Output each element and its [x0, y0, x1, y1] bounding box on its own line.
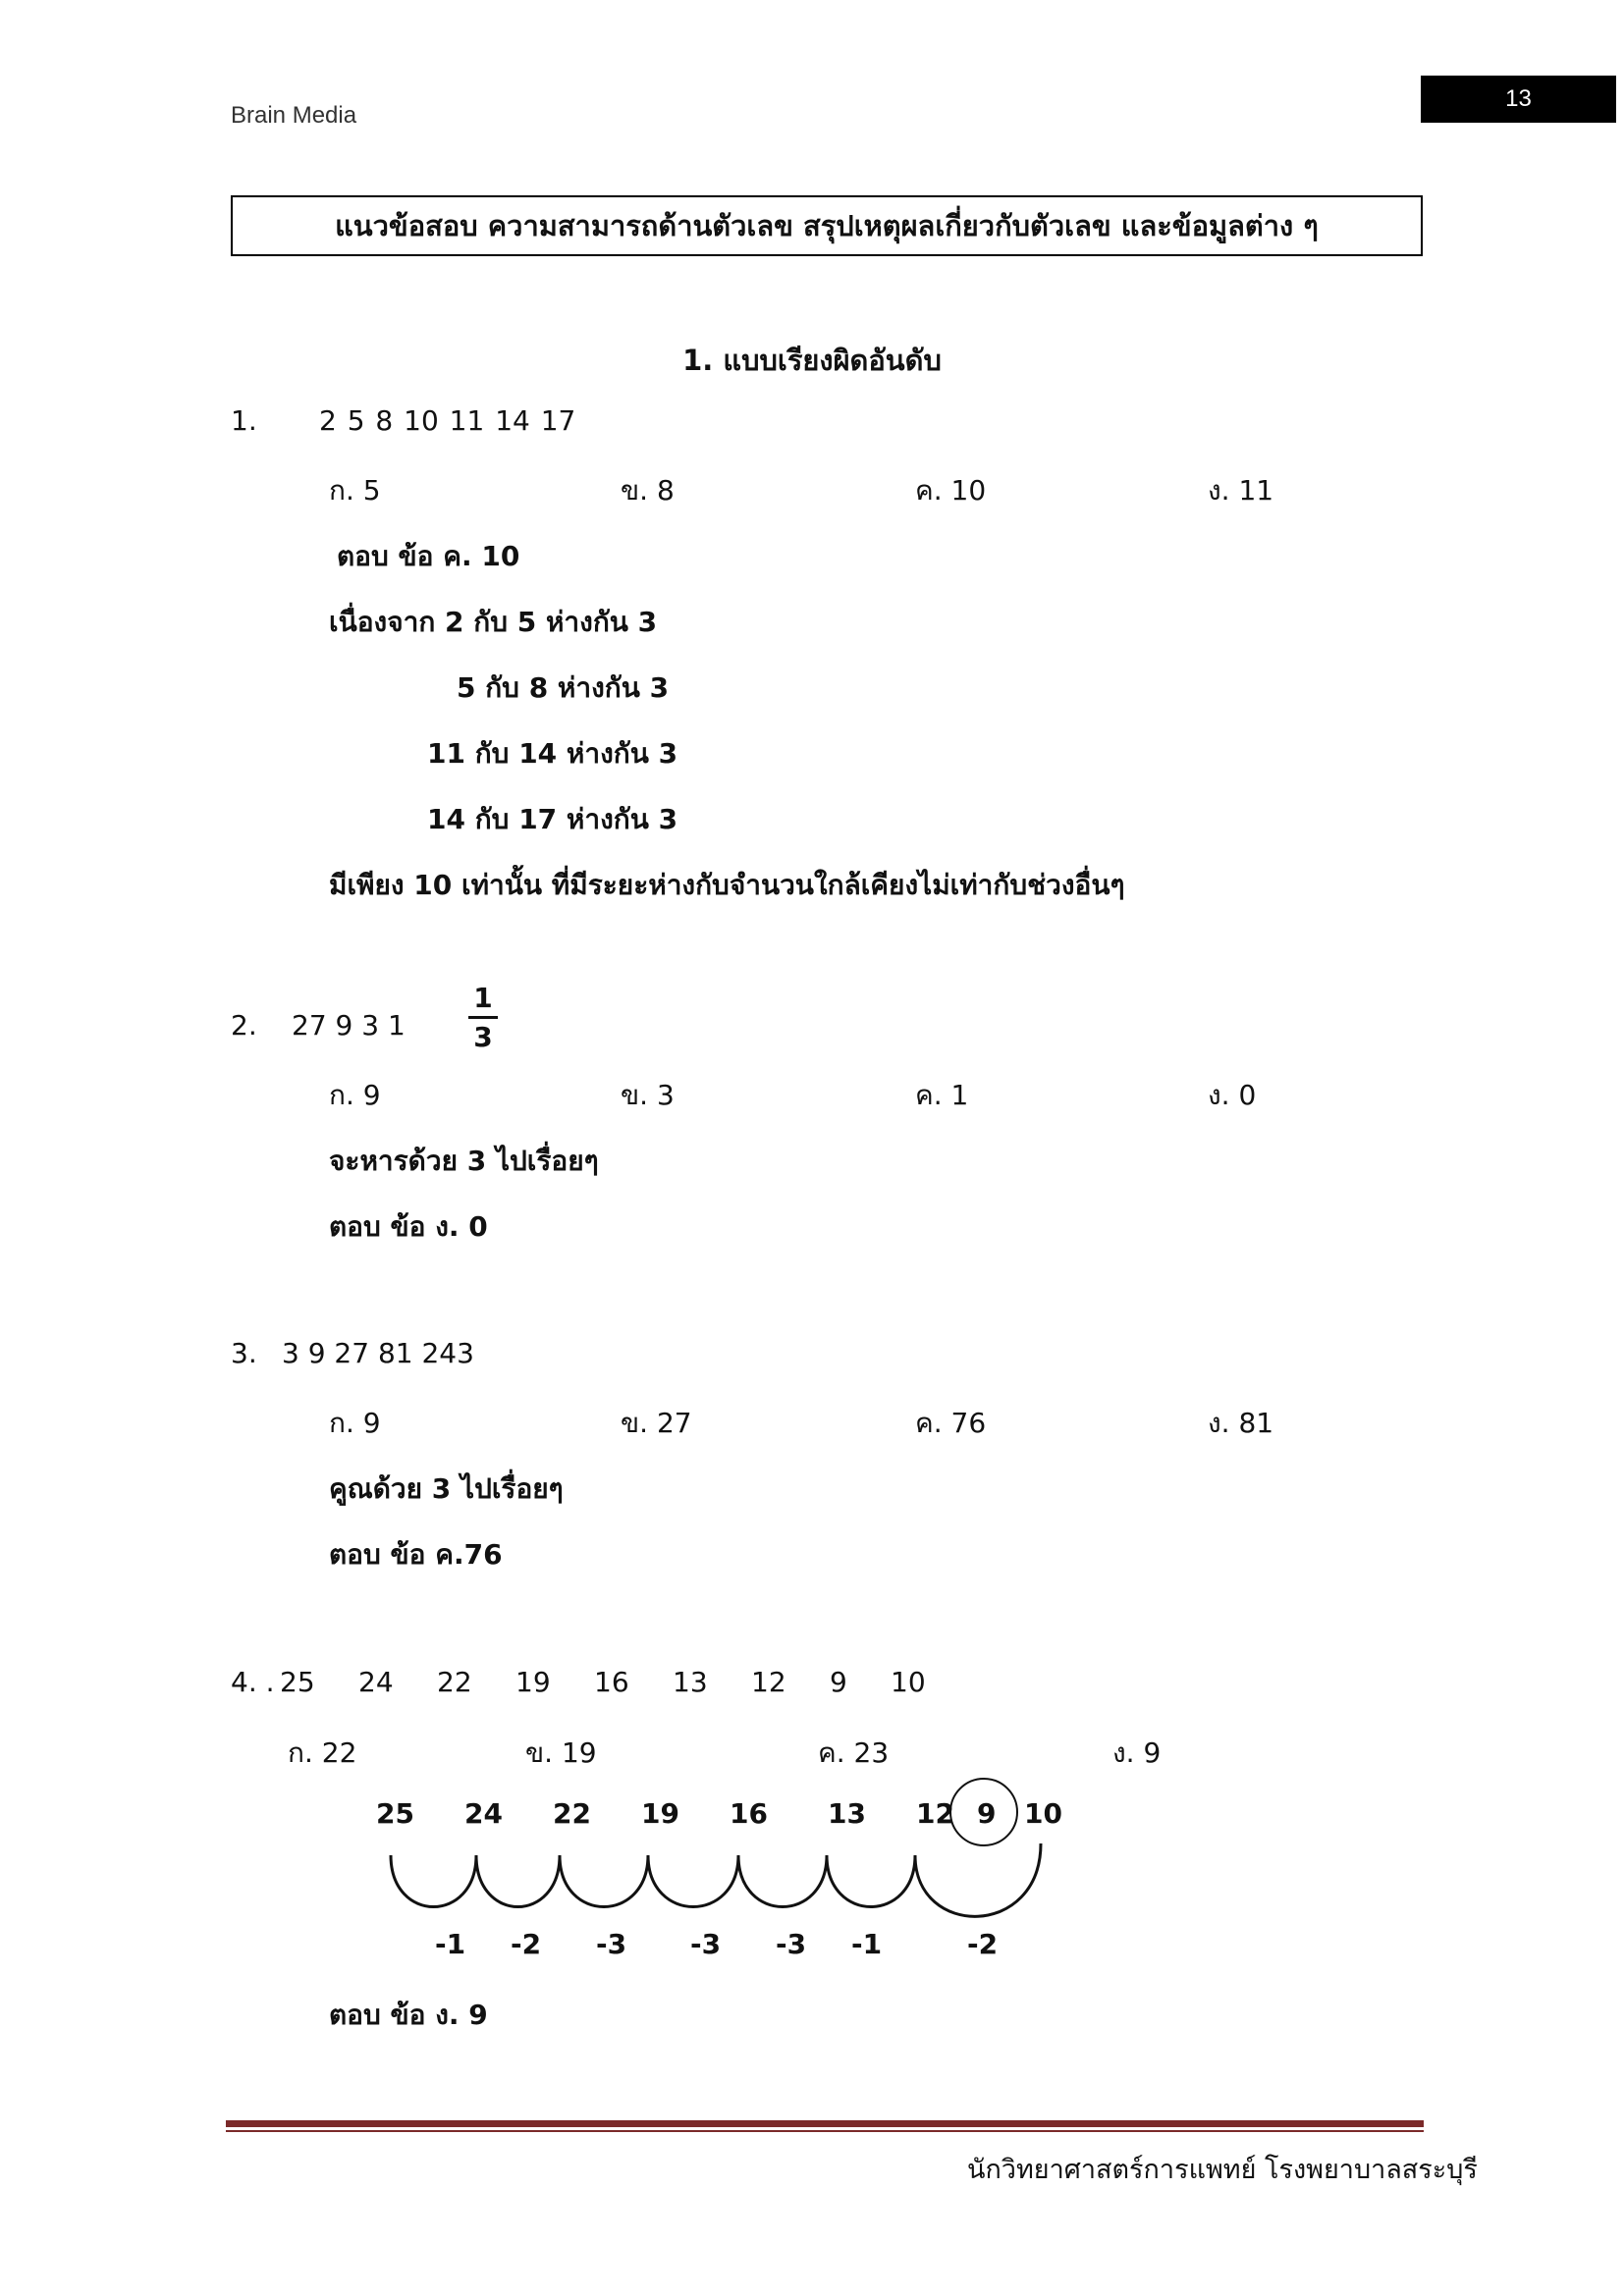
- difference-label: -3: [776, 1928, 807, 1960]
- arc: [738, 1855, 827, 1907]
- q1-sequence: 2 5 8 10 11 14 17: [319, 404, 576, 437]
- q2-choice-a: ก. 9: [329, 1079, 381, 1111]
- q2-fraction-numerator: 1: [473, 982, 493, 1014]
- arc: [560, 1855, 648, 1907]
- q3-choice-b: ข. 27: [621, 1407, 692, 1439]
- diagram-number: 13: [828, 1797, 866, 1830]
- q2-choice-d: ง. 0: [1208, 1079, 1257, 1111]
- q1-choice-d: ง. 11: [1208, 474, 1274, 507]
- q4-seq-item: 13: [673, 1666, 708, 1698]
- answer-circle: [950, 1779, 1017, 1845]
- q1-explanation-line: 5 กับ 8 ห่างกัน 3: [457, 671, 670, 704]
- q4-seq-item: 16: [594, 1666, 629, 1698]
- q4-seq-item: 24: [358, 1666, 394, 1698]
- q2-choice-b: ข. 3: [621, 1079, 675, 1111]
- q4-choice-c: ค. 23: [818, 1736, 890, 1769]
- diagram-number: 12: [916, 1797, 954, 1830]
- q3-answer: ตอบ ข้อ ค.76: [329, 1538, 503, 1571]
- difference-label: -1: [435, 1928, 466, 1960]
- q1-choice-c: ค. 10: [915, 474, 987, 507]
- q1-answer: ตอบ ข้อ ค. 10: [337, 540, 520, 572]
- q4-choice-b: ข. 19: [525, 1736, 597, 1769]
- q4-seq-item: 9: [830, 1666, 847, 1698]
- q2-choice-c: ค. 1: [915, 1079, 969, 1111]
- q2-answer: ตอบ ข้อ ง. 0: [329, 1210, 488, 1243]
- section-heading: 1. แบบเรียงผิดอันดับ: [682, 344, 942, 377]
- q4-seq-item: 12: [751, 1666, 786, 1698]
- q3-choice-c: ค. 76: [915, 1407, 987, 1439]
- arc: [915, 1843, 1041, 1916]
- q4-seq-item: 25: [280, 1666, 315, 1698]
- diagram-number-circled: 9: [977, 1797, 997, 1830]
- q2-number: 2.: [231, 1009, 257, 1041]
- q4-seq-item: 19: [515, 1666, 551, 1698]
- footer-rule-thin: [226, 2130, 1424, 2132]
- q3-explanation: คูณด้วย 3 ไปเรื่อยๆ: [329, 1472, 564, 1505]
- q4-choice-a: ก. 22: [288, 1736, 357, 1769]
- difference-label: -2: [511, 1928, 542, 1960]
- q4-number: 4. .: [231, 1666, 275, 1698]
- diagram-number: 25: [376, 1797, 414, 1830]
- q3-choice-d: ง. 81: [1208, 1407, 1274, 1439]
- arc: [827, 1855, 915, 1907]
- q1-explanation-line: เนื่องจาก 2 กับ 5 ห่างกัน 3: [329, 606, 658, 638]
- page-number: 13: [1421, 76, 1616, 123]
- footer-rule: [226, 2120, 1424, 2127]
- q1-number: 1.: [231, 404, 257, 437]
- difference-label: -2: [967, 1928, 999, 1960]
- difference-label: -3: [596, 1928, 627, 1960]
- q1-explanation-line: 11 กับ 14 ห่างกัน 3: [427, 737, 678, 770]
- diagram-number: 24: [464, 1797, 503, 1830]
- diagram-number: 22: [553, 1797, 591, 1830]
- q4-seq-item: 22: [437, 1666, 472, 1698]
- q1-explanation-line: 14 กับ 17 ห่างกัน 3: [427, 803, 678, 835]
- q3-choice-a: ก. 9: [329, 1407, 381, 1439]
- difference-label: -1: [851, 1928, 883, 1960]
- brand-name: Brain Media: [231, 102, 357, 129]
- q2-sequence: 27 9 3 1: [292, 1009, 406, 1041]
- arc: [648, 1855, 738, 1907]
- footer-text: นักวิทยาศาสตร์การแพทย์ โรงพยาบาลสระบุรี: [967, 2155, 1478, 2185]
- q2-explanation: จะหารด้วย 3 ไปเรื่อยๆ: [329, 1145, 599, 1177]
- q2-fraction-denominator: 3: [473, 1021, 493, 1053]
- q3-sequence: 3 9 27 81 243: [282, 1337, 474, 1369]
- diagram-number: 16: [730, 1797, 768, 1830]
- arc: [476, 1855, 560, 1907]
- q4-choice-d: ง. 9: [1112, 1736, 1162, 1769]
- q1-choice-a: ก. 5: [329, 474, 381, 507]
- q3-number: 3.: [231, 1337, 257, 1369]
- q1-explanation-conclusion: มีเพียง 10 เท่านั้น ที่มีระยะห่างกับจำนวนใกล้เคียงไม่เท่ากับช่วงอื่นๆ: [329, 869, 1125, 901]
- arc: [391, 1855, 476, 1907]
- diagram-number: 19: [641, 1797, 679, 1830]
- diagram-number: 10: [1024, 1797, 1062, 1830]
- q4-seq-item: 10: [891, 1666, 926, 1698]
- difference-label: -3: [690, 1928, 722, 1960]
- page-title: แนวข้อสอบ ความสามารถด้านตัวเลข สรุปเหตุผลเกี่ยวกับตัวเลข และข้อมูลต่าง ๆ: [231, 195, 1423, 256]
- q4-answer: ตอบ ข้อ ง. 9: [329, 1999, 488, 2031]
- q1-choice-b: ข. 8: [621, 474, 675, 507]
